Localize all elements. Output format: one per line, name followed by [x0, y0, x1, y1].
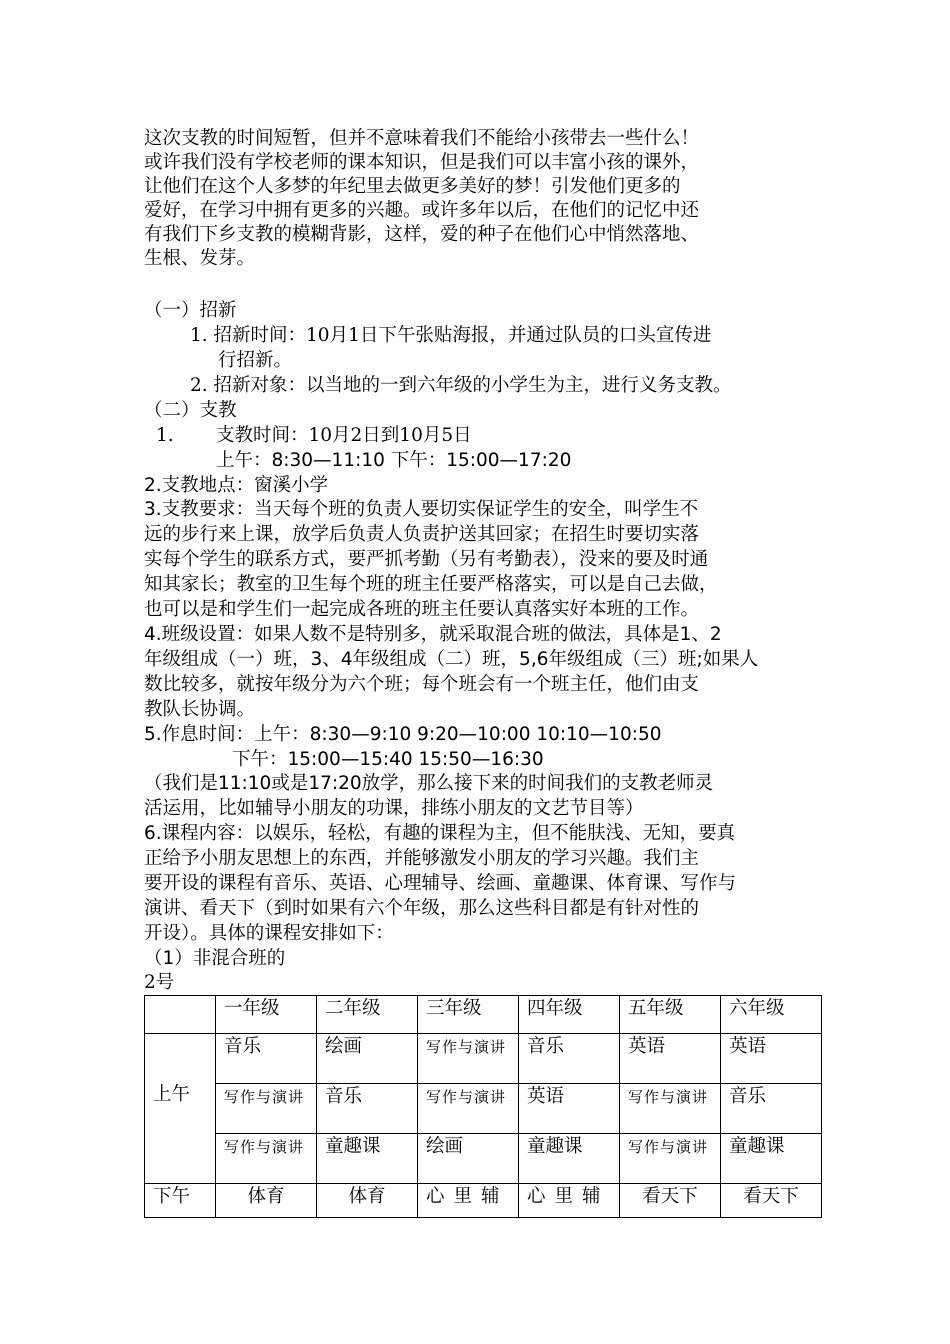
table-cell: 写作与演讲	[216, 1084, 317, 1134]
paragraph-line: 数比较多，就按年级分为六个班；每个班会有一个班主任，他们由支	[144, 674, 700, 695]
list-item-number: 1.	[156, 425, 174, 446]
table-cell: 心里辅	[519, 1184, 620, 1218]
header-cell: 六年级	[721, 996, 822, 1034]
intro-line: 让他们在这个人多梦的年纪里去做更多美好的梦！引发他们更多的	[144, 176, 681, 197]
intro-line: 这次支教的时间短暂，但并不意味着我们不能给小孩带去一些什么！	[144, 128, 700, 149]
paragraph-line: 实每个学生的联系方式，要严抓考勤（另有考勤表），没来的要及时通	[144, 549, 709, 570]
intro-line: 有我们下乡支教的模糊背影，这样，爱的种子在他们心中悄然落地、	[144, 224, 700, 245]
table-cell: 英语	[620, 1034, 721, 1084]
table-cell: 音乐	[317, 1084, 418, 1134]
table-cell: 写作与演讲	[418, 1034, 519, 1084]
period-label-afternoon: 下午	[145, 1184, 216, 1218]
paragraph-line: 教队长协调。	[144, 699, 256, 720]
table-row	[145, 1134, 822, 1184]
paragraph-line: 3.支教要求：当天每个班的负责人要切实保证学生的安全，叫学生不	[144, 499, 699, 520]
table-cell: 童趣课	[519, 1134, 620, 1184]
table-cell: 体育	[317, 1184, 418, 1218]
table-row	[145, 1184, 822, 1218]
subheading: （1）非混合班的	[144, 948, 286, 969]
header-cell: 一年级	[216, 996, 317, 1034]
table-cell: 英语	[519, 1084, 620, 1134]
schedule-table	[144, 995, 822, 1218]
table-cell: 看天下	[620, 1184, 721, 1218]
table-cell: 绘画	[418, 1134, 519, 1184]
table-cell: 音乐	[519, 1034, 620, 1084]
list-item-times: 上午：8:30—11:10 下午：15:00—17:20	[216, 450, 572, 471]
intro-line: 或许我们没有学校老师的课本知识，但是我们可以丰富小孩的课外，	[144, 152, 700, 173]
table-header-row	[145, 996, 822, 1034]
table-cell: 童趣课	[317, 1134, 418, 1184]
paragraph-line: 知其家长；教室的卫生每个班的班主任要严格落实，可以是自己去做，	[144, 574, 718, 595]
paragraph-line: 要开设的课程有音乐、英语、心理辅导、绘画、童趣课、体育课、写作与	[144, 873, 737, 894]
schedule-line: 下午：15:00—15:40 15:50—16:30	[232, 749, 544, 770]
list-item: 2.支教地点：窗溪小学	[144, 475, 329, 496]
note-line: （我们是11:10或是17:20放学，那么接下来的时间我们的支教老师灵	[144, 773, 714, 794]
table-cell: 看天下	[721, 1184, 822, 1218]
paragraph-line: 开设）。具体的课程安排如下：	[144, 923, 394, 944]
list-item-continuation: 行招新。	[218, 350, 293, 371]
table-cell: 童趣课	[721, 1134, 822, 1184]
paragraph-line: 6.课程内容：以娱乐，轻松，有趣的课程为主，但不能肤浅、无知，要真	[144, 823, 736, 844]
paragraph-line: 年级组成（一）班，3、4年级组成（二）班，5,6年级组成（三）班;如果人	[144, 649, 759, 670]
table-cell: 写作与演讲	[418, 1084, 519, 1134]
table-cell: 绘画	[317, 1034, 418, 1084]
schedule-line: 5.作息时间：上午：8:30—9:10 9:20—10:00 10:10—10:50	[144, 724, 662, 745]
table-cell: 音乐	[721, 1084, 822, 1134]
day-label: 2号	[144, 972, 175, 993]
header-cell: 二年级	[317, 996, 418, 1034]
paragraph-line: 正给予小朋友思想上的东西，并能够激发小朋友的学习兴趣。我们主	[144, 848, 700, 869]
table-cell: 英语	[721, 1034, 822, 1084]
header-cell: 三年级	[418, 996, 519, 1034]
section-heading: （一）招新	[144, 300, 237, 321]
paragraph-line: 演讲、看天下（到时如果有六个年级，那么这些科目都是有针对性的	[144, 898, 700, 919]
table-cell: 写作与演讲	[620, 1084, 721, 1134]
table-cell: 体育	[216, 1184, 317, 1218]
list-item: 2. 招新对象：以当地的一到六年级的小学生为主，进行义务支教。	[190, 375, 732, 396]
table-row	[145, 1034, 822, 1084]
intro-line: 爱好，在学习中拥有更多的兴趣。或许多年以后，在他们的记忆中还	[144, 200, 700, 221]
paragraph-line: 也可以是和学生们一起完成各班的班主任要认真落实好本班的工作。	[144, 599, 700, 620]
table-cell: 写作与演讲	[620, 1134, 721, 1184]
header-cell: 四年级	[519, 996, 620, 1034]
table-row	[145, 1084, 822, 1134]
list-item: 1. 招新时间：10月1日下午张贴海报，并通过队员的口头宣传进	[190, 325, 712, 346]
header-cell: 五年级	[620, 996, 721, 1034]
paragraph-line: 4.班级设置：如果人数不是特别多，就采取混合班的做法，具体是1、2	[144, 624, 722, 645]
table-cell: 写作与演讲	[216, 1134, 317, 1184]
section-heading: （二）支教	[144, 400, 237, 421]
intro-line: 生根、发芽。	[144, 248, 256, 269]
note-line: 活运用，比如辅导小朋友的功课，排练小朋友的文艺节目等）	[144, 798, 644, 819]
paragraph-line: 远的步行来上课，放学后负责人负责护送其回家；在招生时要切实落	[144, 524, 700, 545]
list-item: 支教时间：10月2日到10月5日	[216, 425, 472, 446]
header-cell	[145, 996, 216, 1034]
table-cell: 心里辅	[418, 1184, 519, 1218]
table-cell: 音乐	[216, 1034, 317, 1084]
period-label-morning: 上午	[145, 1034, 216, 1184]
